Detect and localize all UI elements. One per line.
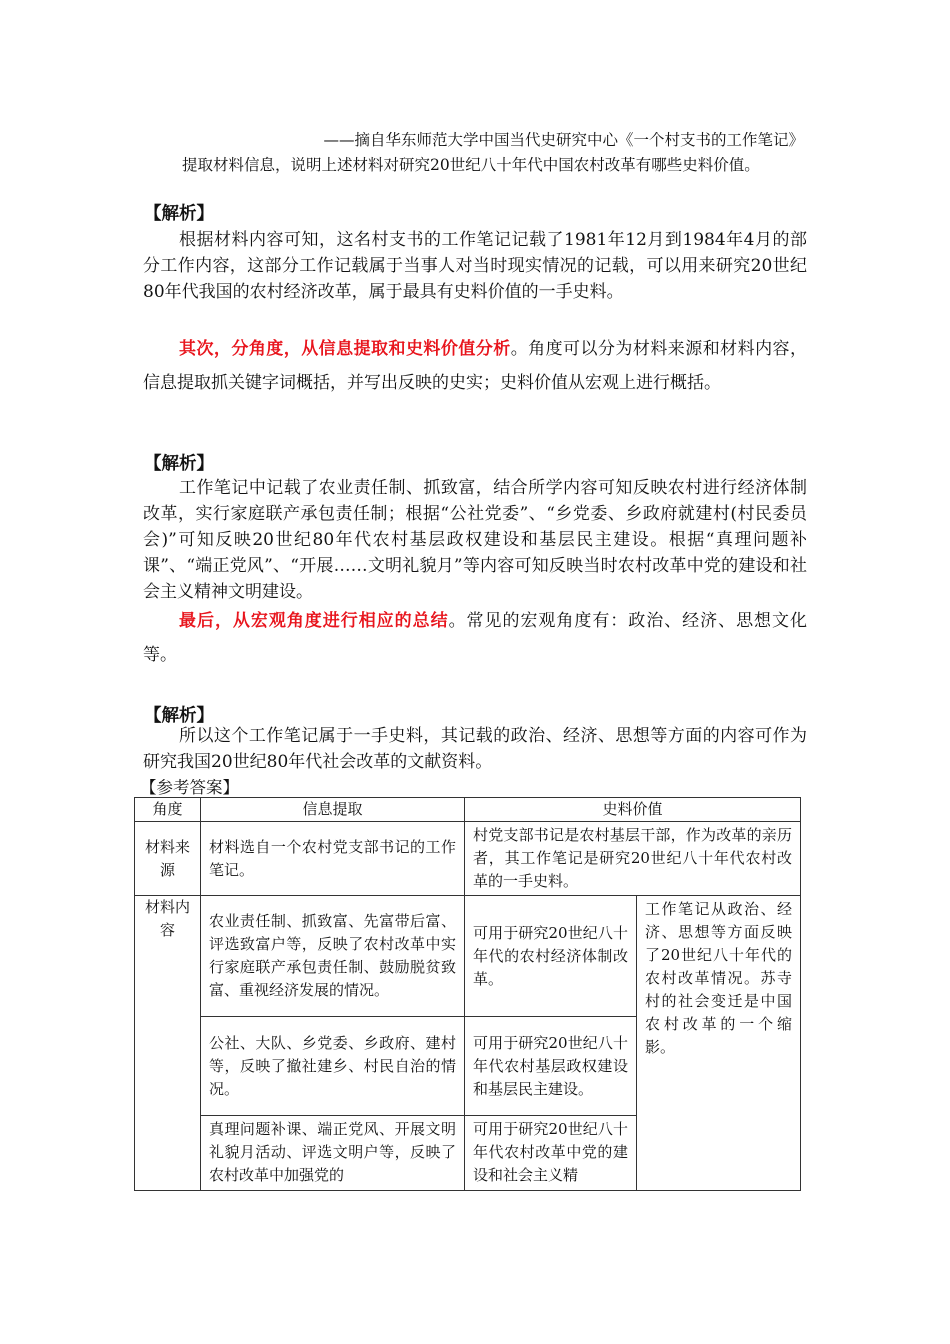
reference-answer-tag: 【参考答案】 (140, 778, 239, 797)
value-cell-content-2: 可用于研究20世纪八十年代农村基层政权建设和基层民主建设。 (465, 1017, 637, 1116)
info-cell-content-3: 真理问题补课、端正党风、开展文明礼貌月活动、评选文明户等，反映了农村改革中加强党的 (201, 1116, 465, 1191)
analysis-paragraph-1: 根据材料内容可知，这名村支书的工作笔记记载了1981年12月到1984年4月的部分工作内容，这部分工作记载属于当事人对当时现实情况的记载，可以用来研究20世纪80年代我国的农村经济改革，属于最具有史料价值的一手史料。 (143, 230, 807, 302)
angle-cell-source: 材料来源 (135, 822, 201, 896)
analysis-tag-2: 【解析】 (144, 454, 214, 474)
analysis-tag-3: 【解析】 (144, 706, 214, 726)
analysis-paragraph-3: 所以这个工作笔记属于一手史料，其记载的政治、经济、思想等方面的内容可作为研究我国20世纪80年代社会改革的文献资料。 (143, 726, 807, 772)
answer-table (134, 797, 801, 1191)
angle-cell-content: 材料内容 (135, 896, 201, 1191)
step-3-highlight: 最后，从宏观角度进行相应的总结 (179, 611, 449, 631)
value-cell-content-3: 可用于研究20世纪八十年代农村改革中党的建设和社会主义精 (465, 1116, 637, 1191)
header-info: 信息提取 (201, 798, 465, 822)
info-cell-source: 材料选自一个农村党支部书记的工作笔记。 (201, 822, 465, 896)
summary-cell: 工作笔记从政治、经济、思想等方面反映了20世纪八十年代的农村改革情况。苏寺村的社会变迁是中国农村改革的一个缩影。 (637, 896, 801, 1191)
step-3-text: 。常见的宏观角度有：政治、经济、思想文化等。 (143, 611, 808, 665)
analysis-tag-1: 【解析】 (144, 204, 214, 224)
table-header-row (135, 798, 801, 822)
source-citation: ——摘自华东师范大学中国当代史研究中心《一个村支书的工作笔记》 (323, 131, 804, 149)
header-value: 史料价值 (465, 798, 801, 822)
header-angle: 角度 (135, 798, 201, 822)
step-2-highlight: 其次，分角度，从信息提取和史料价值分析 (179, 339, 511, 359)
table-row (135, 822, 801, 896)
table-row (135, 896, 801, 1017)
step-2-text: 。角度可以分为材料来源和材料内容，信息提取抓关键字词概括，并写出反映的史实；史料价值从宏观上进行概括。 (143, 339, 808, 393)
value-cell-content-1: 可用于研究20世纪八十年代的农村经济体制改革。 (465, 896, 637, 1017)
value-cell-source: 村党支部书记是农村基层干部，作为改革的亲历者，其工作笔记是研究20世纪八十年代农村改革的一手史料。 (465, 822, 801, 896)
question-text: 提取材料信息，说明上述材料对研究20世纪八十年代中国农村改革有哪些史料价值。 (182, 156, 760, 174)
info-cell-content-1: 农业责任制、抓致富、先富带后富、评选致富户等，反映了农村改革中实行家庭联产承包责任制、鼓励脱贫致富、重视经济发展的情况。 (201, 896, 465, 1017)
info-cell-content-2: 公社、大队、乡党委、乡政府、建村等，反映了撤社建乡、村民自治的情况。 (201, 1017, 465, 1116)
step-3-paragraph (143, 604, 807, 672)
analysis-paragraph-2: 工作笔记中记载了农业责任制、抓致富，结合所学内容可知反映农村进行经济体制改革，实行家庭联产承包责任制；根据“公社党委”、“乡党委、乡政府就建村(村民委员会)”可知反映20世纪80年代农村基层政权建设和基层民主建设。根据“真理问题补课”、“端正党风”、“开展……文明礼貌月”等内容可知反映当时农村改革中党的建设和社会主义精神文明建设。 (143, 478, 807, 602)
step-2-paragraph (143, 332, 807, 400)
